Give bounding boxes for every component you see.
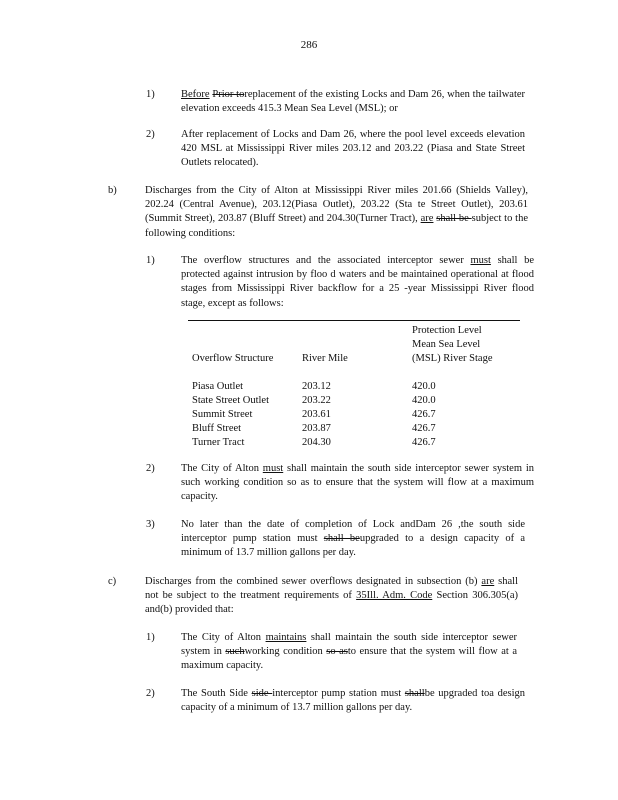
header-protection-level-line-3: (MSL) River Stage: [412, 353, 493, 364]
table-row-mile: 203.87: [302, 423, 331, 434]
text-run: shall maintain the south side interceptor sewer system in such working condition so as to ensure that the system will flow at a maximum capacity.: [181, 463, 534, 503]
deleted-text: such: [225, 646, 245, 658]
item-a1-label: 1): [146, 89, 155, 100]
deleted-text: side: [251, 688, 273, 699]
inserted-text: 35Ill. Adm. Code: [356, 590, 433, 602]
text-run: shall be protected against intrusion by floo d waters and be maintained operational at flood stages from Mississippi River backflow for a 25 -year Mississippi River flood stage, except as follows:: [181, 255, 534, 309]
item-c-text: [145, 575, 518, 618]
item-c1-text: [181, 631, 517, 674]
item-c2-text: [181, 687, 525, 715]
table-row-level: 420.0: [412, 395, 436, 406]
header-river-mile: River Mile: [302, 353, 348, 364]
item-c-label: c): [108, 576, 117, 587]
item-b1-label: 1): [146, 255, 155, 266]
table-row-structure: Bluff Street: [192, 423, 242, 434]
text-run: working condition: [244, 646, 327, 658]
text-run: No later than the date of completion of Lock andDam 26 ,the south side interceptor pump station must: [181, 519, 525, 545]
text-run: After replacement of Locks and Dam 26, where the pool level exceeds elevation 420 MSL at Mississippi River miles 203.12 and 203.22 (Piasa and State Street Outlets relocated).: [181, 129, 525, 169]
table-row-structure: State Street Outlet: [192, 395, 269, 406]
table-row-mile: 203.12: [302, 381, 331, 392]
table-row-mile: 203.61: [302, 409, 331, 420]
text-run: The City of Alton: [181, 632, 266, 643]
table-row-level: 426.7: [412, 437, 436, 448]
table-top-rule: [188, 320, 520, 321]
header-protection-level-line-2: Mean Sea Level: [412, 339, 481, 350]
deleted-text: shall: [404, 688, 425, 699]
item-c1-label: 1): [146, 632, 155, 643]
deleted-text: shall be: [436, 213, 472, 225]
table-row-level: 426.7: [412, 423, 436, 434]
item-c2-label: 2): [146, 688, 155, 699]
item-b3-label: 3): [146, 519, 155, 530]
inserted-text: are: [481, 576, 495, 587]
item-a1-text: [181, 88, 525, 116]
text-run: The City of Alton: [181, 463, 263, 474]
text-run: Discharges from the City of Alton at Mississippi River miles 201.66 (Shields Valley), 202.24 (Central Avenue), 203.12(Piasa Outlet), 203.22 (Sta te Street Outlet), 203.61 (Summit Street), 203.87 (Bluff Street) and 204.30(Turner Tract),: [145, 185, 528, 225]
table-row-structure: Piasa Outlet: [192, 381, 244, 392]
table-row-level: 420.0: [412, 381, 436, 392]
text-run: upgraded to a design capacity of a minimum of 13.7 million gallons per day.: [181, 533, 525, 559]
inserted-text: must: [470, 255, 491, 266]
text-run: be upgraded toa design capacity of a minimum of 13.7 million gallons per day.: [181, 688, 526, 714]
table-row-mile: 203.22: [302, 395, 331, 406]
text-run: shall maintain the south side interceptor sewer system in: [181, 632, 518, 658]
page-number: 286: [300, 39, 318, 51]
text-run: The South Side: [181, 688, 252, 699]
text-run: subject to the following conditions:: [145, 213, 528, 239]
item-a2-label: 2): [146, 129, 155, 140]
item-b2-text: [181, 462, 534, 505]
text-run: replacement of the existing Locks and Dam 26, when the tailwater elevation exceeds 415.3 Mean Sea Level (MSL); or: [181, 89, 526, 115]
table-row-structure: Summit Street: [192, 409, 253, 420]
item-b2-label: 2): [146, 463, 155, 474]
header-protection-level-line-1: Protection Level: [412, 325, 482, 336]
inserted-text: must: [262, 463, 284, 474]
text-run: Section 306.305(a) and(b) provided that:: [145, 590, 518, 616]
item-b-label: b): [108, 185, 117, 196]
text-run: The overflow structures and the associated interceptor sewer: [181, 255, 471, 266]
text-run: shall not be subject to the treatment requirements of: [145, 576, 518, 602]
table-row-level: 426.7: [412, 409, 436, 420]
deleted-text: shall be: [323, 533, 360, 545]
inserted-text: Before: [181, 89, 210, 100]
deleted-text: Prior to: [212, 89, 245, 100]
inserted-text: are: [420, 213, 434, 225]
text-run: interceptor pump station must: [272, 688, 405, 699]
item-b-text: [145, 184, 528, 241]
deleted-text: so as: [326, 646, 348, 658]
inserted-text: maintains: [265, 632, 307, 643]
table-row-mile: 204.30: [302, 437, 331, 448]
item-b3-text: [181, 518, 525, 561]
header-overflow-structure: Overflow Structure: [192, 353, 274, 364]
text-run: Discharges from the combined sewer overflows designated in subsection (b): [145, 576, 482, 587]
table-row-structure: Turner Tract: [192, 437, 245, 448]
item-b1-text: [181, 254, 534, 311]
text-run: to ensure that the system will flow at a maximum capacity.: [181, 646, 517, 672]
item-a2-text: [181, 128, 525, 171]
